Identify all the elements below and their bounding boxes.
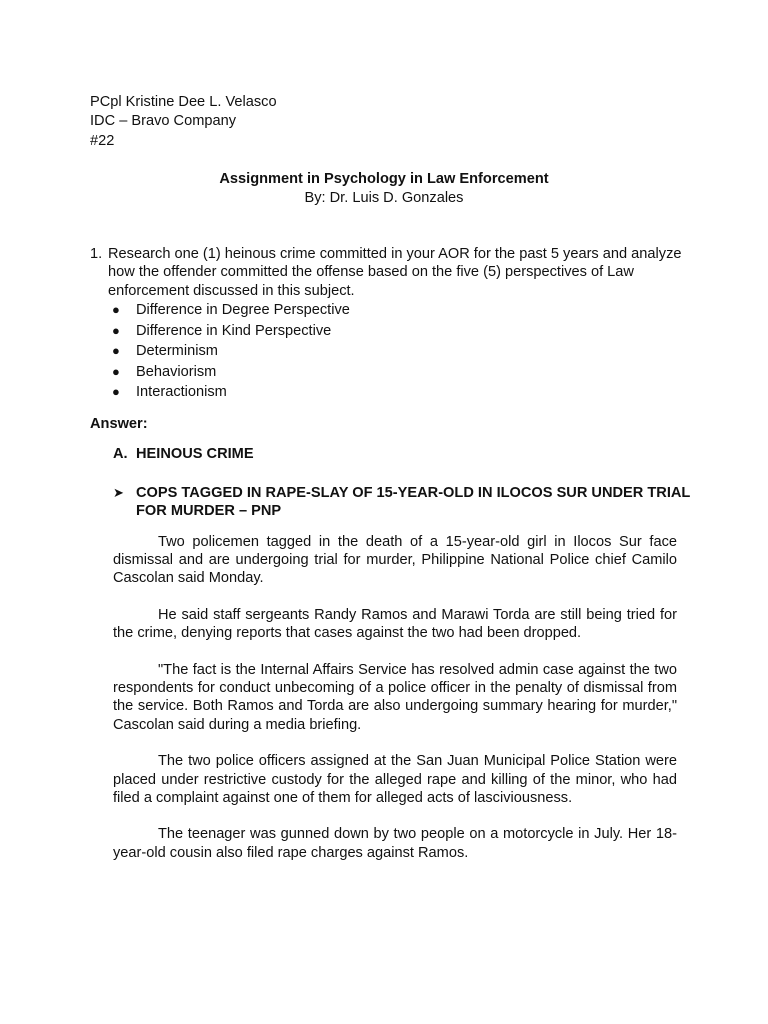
- bullet-icon: ●: [112, 363, 120, 379]
- list-item: ● Difference in Kind Perspective: [112, 321, 690, 342]
- assignment-title-block: [0, 170, 768, 208]
- section-title: HEINOUS CRIME: [136, 446, 254, 462]
- headline-text: COPS TAGGED IN RAPE-SLAY OF 15-YEAR-OLD IN ILOCOS SUR UNDER TRIAL FOR MURDER – PNP: [136, 485, 691, 520]
- question-text: Research one (1) heinous crime committed in your AOR for the past 5 years and analyze how the offender committed the offense based on the five (5) perspectives of Law enforcement discussed in this subject.: [108, 246, 682, 299]
- answer-label: Answer:: [90, 416, 148, 432]
- author-name: PCpl Kristine Dee L. Velasco: [90, 94, 277, 110]
- author-number: #22: [90, 132, 115, 149]
- list-item: ● Determinism: [112, 341, 690, 362]
- list-item: ● Behaviorism: [112, 362, 690, 383]
- list-item: ● Difference in Degree Perspective: [112, 300, 690, 321]
- question-number: 1.: [90, 246, 103, 262]
- bullet-icon: ●: [112, 302, 120, 318]
- article-paragraph: Two policemen tagged in the death of a 15-year-old girl in Ilocos Sur face dismissal and are undergoing trial for murder, Philippine National Police chief Camilo Cascolan said Monday.: [113, 534, 677, 587]
- section-letter: A.: [113, 446, 128, 462]
- article-paragraph: The teenager was gunned down by two people on a motorcycle in July. Her 18-year-old cousin also filed rape charges against Ramos.: [113, 826, 677, 861]
- author-header: [90, 93, 277, 151]
- assignment-title: Assignment in Psychology in Law Enforcement: [219, 171, 549, 187]
- bullet-icon: ●: [112, 322, 120, 338]
- article-body: [113, 533, 677, 880]
- bullet-icon: ●: [112, 384, 120, 400]
- news-headline: [113, 484, 693, 521]
- article-paragraph: He said staff sergeants Randy Ramos and Marawi Torda are still being tried for the crime, denying reports that cases against the two had been dropped.: [113, 607, 677, 642]
- perspective-list: [112, 300, 690, 403]
- author-company: IDC – Bravo Company: [90, 113, 236, 130]
- question-1: [90, 245, 690, 403]
- list-item: ● Interactionism: [112, 382, 690, 403]
- article-paragraph: The two police officers assigned at the San Juan Municipal Police Station were placed under restrictive custody for the alleged rape and killing of the minor, who had filed a complaint against one of them for alleged acts of lasciviousness.: [113, 753, 677, 806]
- arrow-bullet-icon: ➤: [113, 485, 124, 500]
- section-heading: [113, 445, 254, 463]
- bullet-icon: ●: [112, 343, 120, 359]
- assignment-author: By: Dr. Luis D. Gonzales: [304, 190, 464, 206]
- article-paragraph: "The fact is the Internal Affairs Service has resolved admin case against the two respondents for conduct unbecoming of a police officer in the penalty of dismissal from the service. Both Ramos and Torda are also undergoing summary hearing for murder," Cascolan said during a media briefing.: [113, 662, 677, 733]
